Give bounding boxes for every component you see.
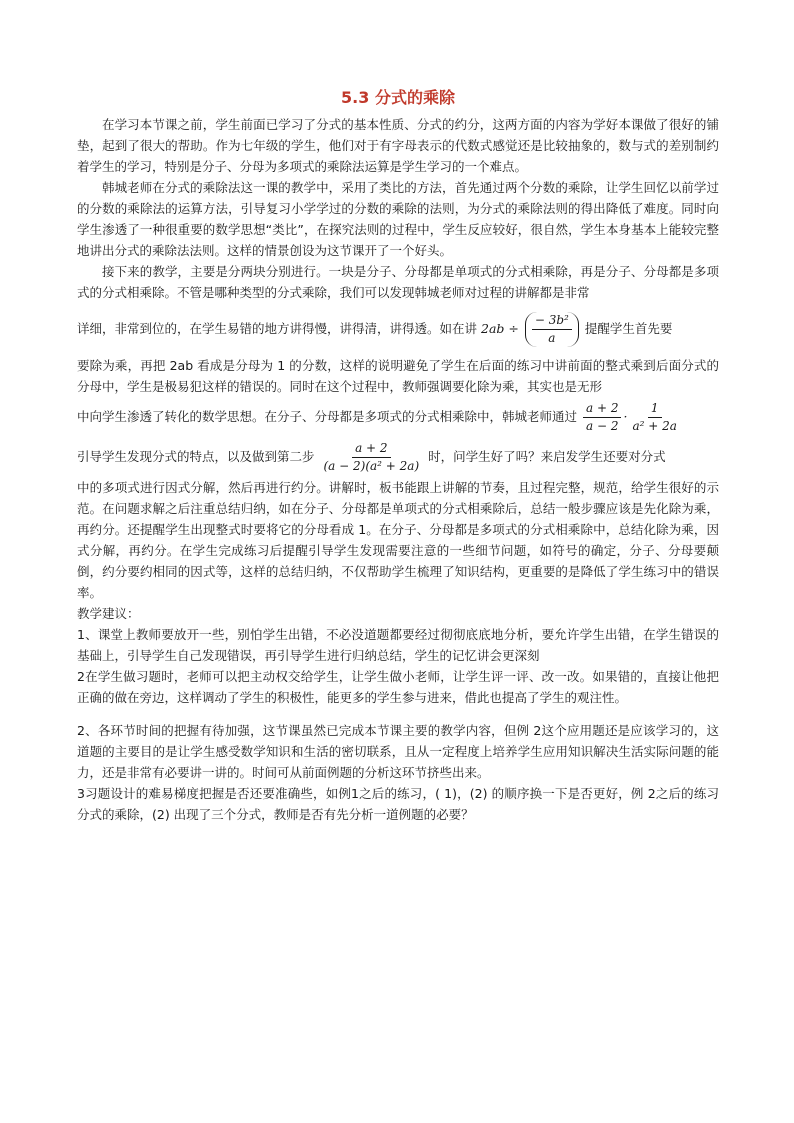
paragraph-intro: 在学习本节课之前，学生前面已学习了分式的基本性质、分式的约分，这两方面的内容为学好本课做了很好的铺垫，起到了很大的帮助。作为七年级的学生，他们对于有字母表示的代数式感觉还是比较抽象的，数与式的差别制约着学生的学习，特别是分子、分母为多项式的乘除法运算是学生学习的一个难点。 (77, 117, 719, 174)
equation-2-fraction-1 (583, 400, 621, 435)
equation-3-fraction (321, 440, 423, 475)
paragraph-teaching-part-a: 接下来的教学，主要是分两块分别进行。一块是分子、分母都是单项式的分式相乘除，再是分子、分母都是多项式的分式相乘除。不管是哪种类型的分式乘除，我们可以发现韩城老师对过程的讲解都是非常 (77, 264, 719, 300)
text-segment: 详细，非常到位的，在学生易错的地方讲得慢，讲得清，讲得透。如在讲 (77, 321, 478, 336)
equation-2-fraction-2 (629, 400, 679, 435)
suggestion-1: 1、课堂上教师要放开一些，别怕学生出错，不必没道题都要经过彻彻底底地分析，要允许学生出错，在学生错误的基础上，引导学生自己发现错误，再引导学生进行归纳总结，学生的记忆讲会更深刻 (77, 627, 719, 663)
suggestion-4: 3习题设计的难易梯度把握是否还要准确些，如例1之后的练习，( 1)，(2) 的顺序换一下是否更好，例 2之后的练习分式的乘除，(2) 出现了三个分式，教师是否有先分析一道例题的必要？ (77, 786, 719, 822)
equation-1-paren (525, 312, 579, 347)
equation-3-denominator: (a − 2)(a² + 2a) (323, 459, 420, 473)
paragraph-teaching (77, 261, 719, 603)
paragraph-teaching-line-eq2 (77, 397, 719, 437)
equation-1-numerator: − 3b² (532, 312, 572, 330)
paragraph-teaching-part-h: 中的多项式进行因式分解，然后再进行约分。讲解时，板书能跟上讲解的节奏，且过程完整，规范，给学生很好的示范。在问题求解之后注重总结归纳，如在分子、分母都是单项式的分式相乘除后，总结一般步骤应该是先化除为乘，再约分。还提醒学生出现整式时要将它的分母看成 1。在分子、分母都是多项式的分式相乘除中，总结化除为乘，因式分解，再约分。在学生完成练习后提醒引导学生发现需要注意的一些细节问题，如符号的确定，分子、分母要颠倒，约分要约相同的因式等，这样的总结归纳，不仅帮助学生梳理了知识结构，更重要的是降低了学生练习中的错误率。 (77, 480, 719, 600)
paragraph-analogy: 韩城老师在分式的乘除法这一课的教学中，采用了类比的方法，首先通过两个分数的乘除，让学生回忆以前学过的分数的乘除法的运算方法，引导复习小学学过的分数的乘除的法则，为分式的乘除法则的得出降低了难度。同时向学生渗透了一种很重要的数学思想“类比”，在探究法则的过程中，学生反应较好，很自然，学生本身基本上能较完整地讲出分式的乘除法法则。这样的情景创设为这节课开了一个好头。 (77, 180, 719, 258)
equation-2-denominator-2: a² + 2a (632, 419, 677, 433)
equation-3-numerator: a + 2 (352, 440, 390, 458)
text-segment: 时，问学生好了吗？来启发学生还要对分式 (428, 449, 666, 464)
equation-1-denominator: a (548, 331, 556, 345)
equation-1-left: 2ab ÷ (481, 321, 519, 336)
equation-2-denominator-1: a − 2 (586, 419, 619, 433)
page-title: 5.3 分式的乘除 (341, 88, 455, 107)
multiply-dot: · (623, 409, 628, 424)
paragraph-teaching-line-eq3 (77, 437, 719, 477)
paragraph-teaching-line-eq1 (77, 303, 719, 355)
suggestions-heading: 教学建议： (77, 606, 140, 621)
text-segment: 引导学生发现分式的特点，以及做到第二步 (77, 449, 315, 464)
equation-1-fraction (532, 312, 572, 347)
suggestion-2: 2在学生做习题时，老师可以把主动权交给学生，让学生做小老师，让学生评一评、改一改。如果错的，直接让他把正确的做在旁边，这样调动了学生的积极性，能更多的学生参与进来，借此也提高了学生的观注性。 (77, 669, 719, 705)
text-segment: 提醒学生首先要 (584, 321, 673, 336)
document-page (77, 86, 719, 825)
equation-2-numerator-1: a + 2 (583, 400, 621, 418)
text-segment: 中向学生渗透了转化的数学思想。在分子、分母都是多项式的分式相乘除中，韩城老师通过 (77, 409, 578, 424)
paragraph-teaching-part-d: 要除为乘，再把 2ab 看成是分母为 1 的分数，这样的说明避免了学生在后面的练习中讲前面的整式乘到后面分式的分母中，学生是极易犯这样的错误的。同时在这个过程中，教师强调要化除为乘，其实也是无形 (77, 358, 719, 394)
equation-2-numerator-2: 1 (648, 400, 662, 418)
suggestion-3: 2、各环节时间的把握有待加强，这节课虽然已完成本节课主要的教学内容，但例 2这个应用题还是应该学习的，这道题的主要目的是让学生感受数学知识和生活的密切联系，且从一定程度上培养学生应用知识解决生活实际问题的能力，还是非常有必要讲一讲的。时间可从前面例题的分析这环节挤些出来。 (77, 723, 719, 780)
